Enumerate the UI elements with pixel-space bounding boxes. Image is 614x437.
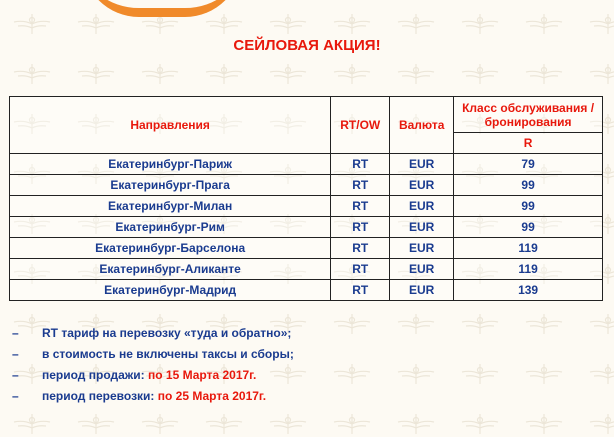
note-highlight: по 25 Марта 2017г. (157, 389, 267, 403)
note-highlight: по 15 Марта 2017г. (148, 368, 257, 382)
table-row (10, 175, 603, 196)
note-bullet: – (12, 389, 19, 403)
cell-currency: EUR (390, 238, 454, 259)
cell-currency: EUR (390, 196, 454, 217)
cell-currency: EUR (390, 175, 454, 196)
cell-currency: EUR (390, 280, 454, 301)
cell-rt-ow: RT (331, 280, 390, 301)
cell-direction: Екатеринбург-Аликанте (10, 259, 331, 280)
note-bullet: – (12, 368, 19, 382)
header-class-code: R (454, 133, 603, 154)
cell-direction: Екатеринбург-Барселона (10, 238, 331, 259)
table-row (10, 280, 603, 301)
note-label: период продажи: (42, 368, 149, 382)
cell-price: 139 (454, 280, 603, 301)
table-row (10, 196, 603, 217)
cell-price: 99 (454, 217, 603, 238)
cell-currency: EUR (390, 259, 454, 280)
cell-price: 119 (454, 259, 603, 280)
note-label: в стоимость не включены таксы и сборы; (42, 347, 294, 361)
table-row (10, 154, 603, 175)
cell-price: 119 (454, 238, 603, 259)
cell-currency: EUR (390, 217, 454, 238)
note-text (42, 389, 266, 403)
cell-direction: Екатеринбург-Прага (10, 175, 331, 196)
header-currency: Валюта (390, 97, 454, 154)
table-row (10, 217, 603, 238)
cell-rt-ow: RT (331, 175, 390, 196)
note-label: RT тариф на перевозку «туда и обратно»; (42, 326, 292, 340)
cell-rt-ow: RT (331, 196, 390, 217)
cell-rt-ow: RT (331, 238, 390, 259)
cell-currency: EUR (390, 154, 454, 175)
note-label: период перевозки: (42, 389, 158, 403)
table-row (10, 238, 603, 259)
note-text (42, 368, 256, 382)
header-class: Класс обслуживания / бронирования (454, 97, 603, 133)
cell-price: 99 (454, 196, 603, 217)
cell-direction: Екатеринбург-Милан (10, 196, 331, 217)
cell-direction: Екатеринбург-Мадрид (10, 280, 331, 301)
note-bullet: – (12, 326, 19, 340)
table-row (10, 259, 603, 280)
header-rt-ow: RT/OW (331, 97, 390, 154)
fares-table (9, 96, 603, 301)
note-text (42, 326, 291, 340)
note-text (42, 347, 294, 361)
cell-rt-ow: RT (331, 217, 390, 238)
cell-direction: Екатеринбург-Париж (10, 154, 331, 175)
page-title: СЕЙЛОВАЯ АКЦИЯ! (233, 37, 381, 54)
cell-price: 99 (454, 175, 603, 196)
cell-price: 79 (454, 154, 603, 175)
cell-direction: Екатеринбург-Рим (10, 217, 331, 238)
note-bullet: – (12, 347, 19, 361)
cell-rt-ow: RT (331, 259, 390, 280)
header-direction: Направления (10, 97, 331, 154)
cell-rt-ow: RT (331, 154, 390, 175)
